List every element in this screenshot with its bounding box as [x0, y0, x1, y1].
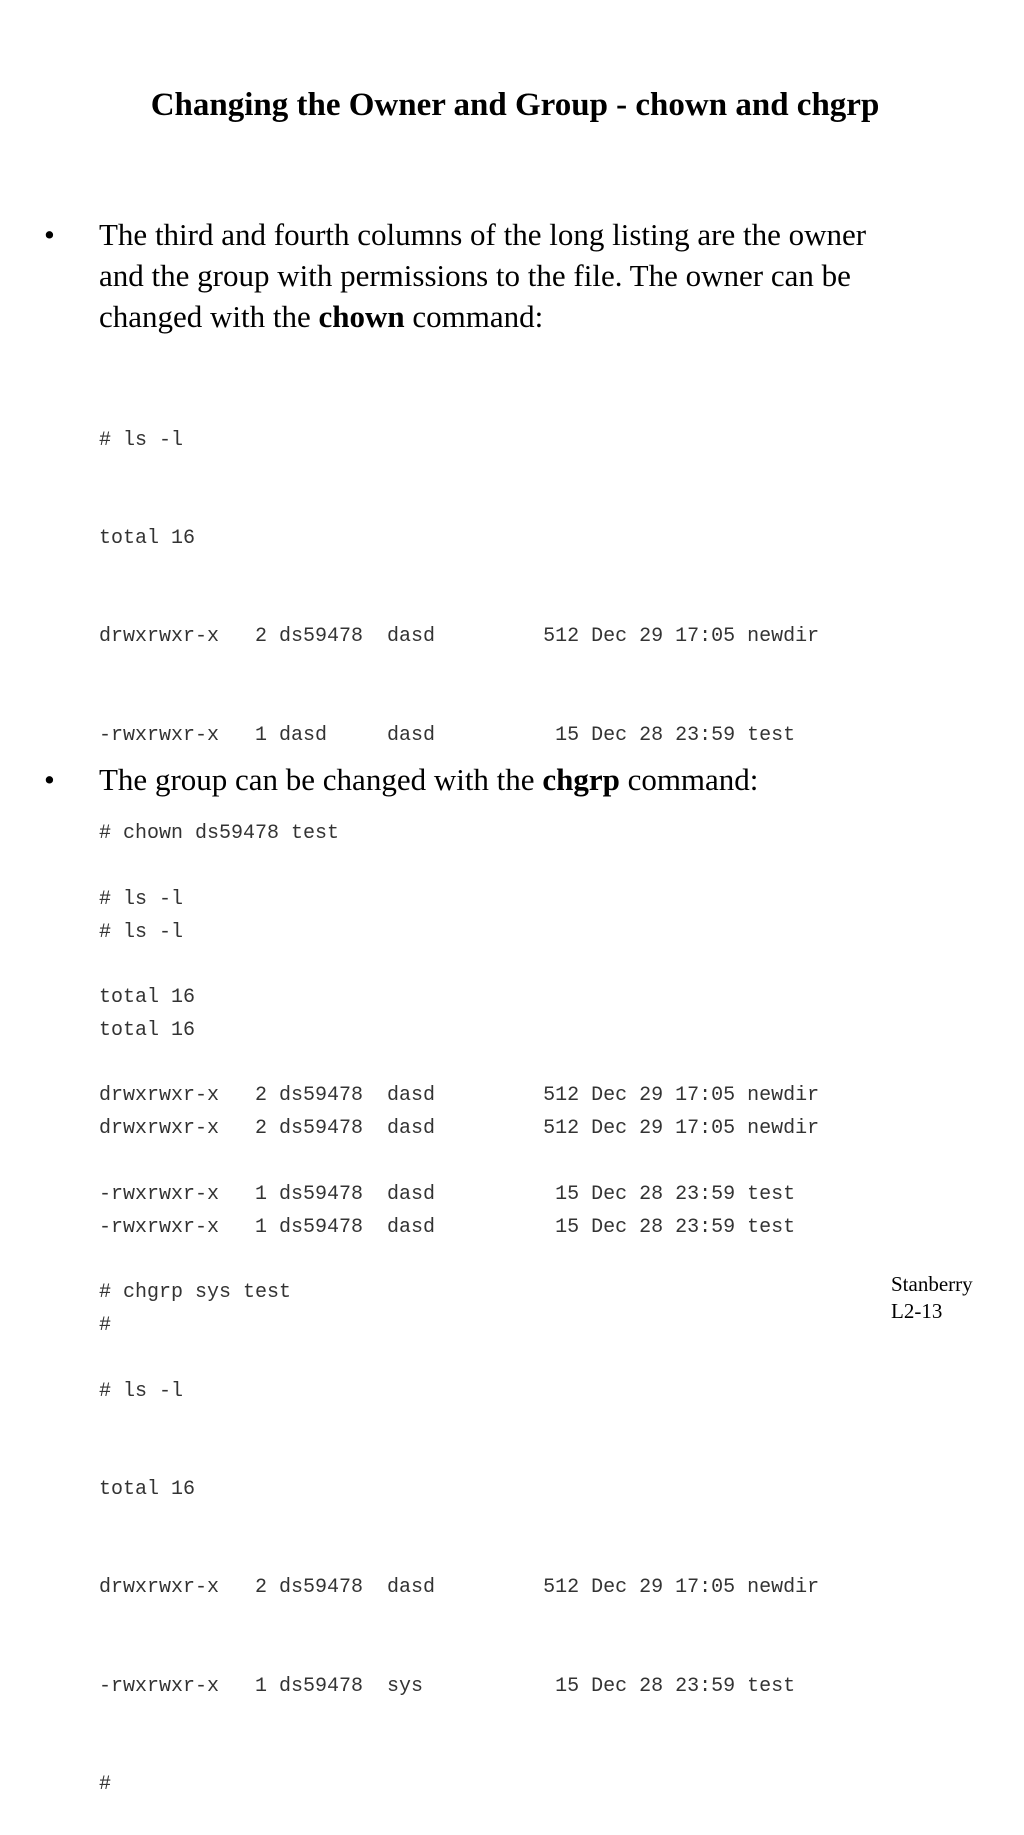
code-line: total 16 [99, 1018, 196, 1042]
bullet-line-1-suffix: command: [619, 762, 759, 797]
code-line: # chown ds59478 test [99, 822, 340, 846]
code-line: drwxrwxr-x 2 ds59478 dasd 512 Dec 29 17:05 newdir [99, 625, 820, 649]
code-line: # chgrp sys test [99, 1281, 292, 1305]
code-line: total 16 [99, 1477, 196, 1501]
command-name-chown: chown [318, 299, 405, 334]
code-line: -rwxrwxr-x 1 ds59478 dasd 15 Dec 28 23:59 test [99, 1182, 796, 1206]
bullet-line-1-prefix: The group can be changed with the [99, 762, 543, 797]
code-line: # ls -l [99, 887, 184, 911]
code-line: # ls -l [99, 1379, 184, 1403]
command-name-chgrp: chgrp [542, 762, 620, 797]
code-line: drwxrwxr-x 2 ds59478 dasd 512 Dec 29 17:05 newdir [99, 1084, 820, 1108]
code-line: # [99, 1314, 112, 1338]
code-line: drwxrwxr-x 2 ds59478 dasd 512 Dec 29 17:05 newdir [99, 1117, 820, 1141]
bullet-text [99, 214, 969, 337]
bullet-chown [0, 214, 1024, 337]
bullet-chgrp [0, 759, 1024, 800]
code-line: total 16 [99, 526, 196, 550]
bullet-line-1: The third and fourth columns of the long listing are the owner [99, 217, 867, 252]
bullet-line-3 [99, 296, 969, 337]
code-line: -rwxrwxr-x 1 ds59478 sys 15 Dec 28 23:59 test [99, 1674, 796, 1698]
terminal-output-chgrp [99, 818, 819, 1835]
footer-author: Stanberry [891, 1272, 973, 1296]
code-line: # ls -l [99, 428, 184, 452]
code-line: # ls -l [99, 920, 184, 944]
code-line: # [99, 1773, 112, 1797]
code-line: drwxrwxr-x 2 ds59478 dasd 512 Dec 29 17:05 newdir [99, 1576, 820, 1600]
footer-slide-id: L2-13 [891, 1299, 943, 1323]
bullet-marker: • [44, 762, 55, 797]
code-line: total 16 [99, 985, 196, 1009]
code-line: -rwxrwxr-x 1 dasd dasd 15 Dec 28 23:59 test [99, 723, 796, 747]
bullet-text [99, 759, 969, 800]
code-line: -rwxrwxr-x 1 ds59478 dasd 15 Dec 28 23:59 test [99, 1215, 796, 1239]
bullet-line-1 [99, 759, 969, 800]
page-title: Changing the Owner and Group - chown and chgrp [150, 87, 880, 123]
bullet-line-3-suffix: command: [404, 299, 544, 334]
slide-footer [891, 1271, 973, 1325]
bullet-line-3-prefix: changed with the [99, 299, 319, 334]
bullet-marker: • [44, 217, 55, 252]
bullet-line-2: and the group with permissions to the file. The owner can be [99, 258, 851, 293]
